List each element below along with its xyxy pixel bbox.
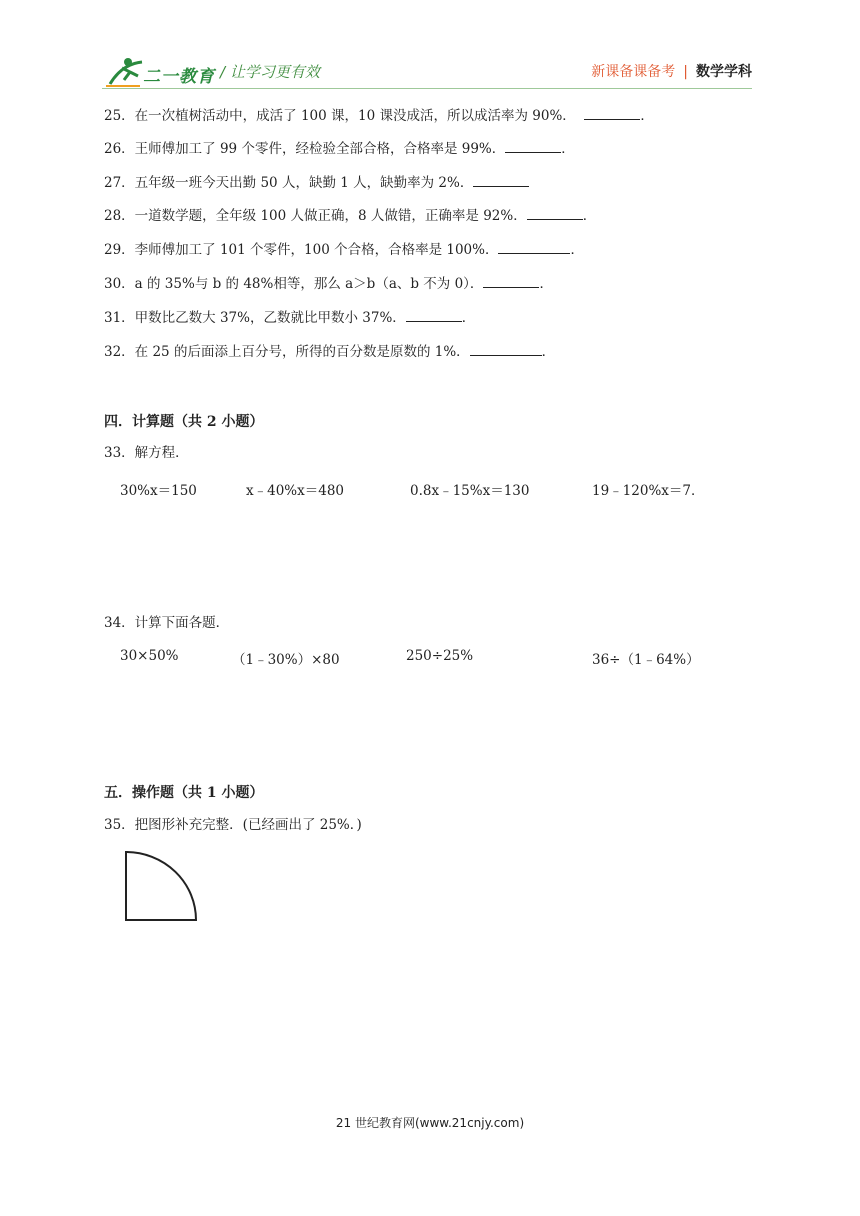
question-26: 26．王师傅加工了 99 个零件，经检验全部合格，合格率是 99%． ．	[104, 141, 575, 157]
question-25: 25．在一次植树活动中，成活了 100 课，10 课没成活，所以成活率为 90%． ．	[104, 108, 654, 124]
answer-blank[interactable]	[584, 107, 640, 120]
answer-blank[interactable]	[527, 207, 583, 220]
question-32: 32．在 25 的后面添上百分号，所得的百分数是原数的 1%． ．	[104, 344, 556, 360]
quarter-circle-figure	[122, 850, 202, 924]
page-footer: 21 世纪教育网(www.21cnjy.com)	[335, 1116, 525, 1130]
equation-2: x﹣40%x＝480	[246, 483, 345, 499]
answer-blank[interactable]	[470, 343, 542, 356]
section-5-title: 五．操作题（共 1 小题）	[104, 785, 264, 801]
calc-2: （1﹣30%）×80	[232, 652, 340, 668]
question-33: 33．解方程．	[104, 445, 189, 461]
header-subject-name: 数学学科	[696, 64, 752, 80]
equation-4: 19﹣120%x＝7．	[592, 483, 705, 499]
equation-1: 30%x＝150	[120, 483, 197, 499]
section-4-title: 四．计算题（共 2 小题）	[104, 414, 264, 430]
calc-1: 30×50%	[120, 648, 179, 664]
question-27: 27．五年级一班今天出勤 50 人，缺勤 1 人，缺勤率为 2%．	[104, 174, 529, 192]
header-divider	[102, 88, 752, 89]
question-29: 29．李师傅加工了 101 个零件，100 个合格，合格率是 100%． ．	[104, 242, 584, 258]
question-31: 31．甲数比乙数大 37%，乙数就比甲数小 37%． ．	[104, 310, 476, 326]
header-subject	[591, 61, 752, 81]
answer-blank[interactable]	[483, 275, 539, 288]
calc-3: 250÷25%	[406, 648, 474, 664]
logo-text: 二一教育	[143, 67, 215, 87]
answer-blank[interactable]	[498, 241, 570, 254]
answer-blank[interactable]	[406, 309, 462, 322]
question-34: 34．计算下面各题．	[104, 615, 230, 631]
answer-blank[interactable]	[473, 174, 529, 187]
slogan: / 让学习更有效	[220, 63, 320, 81]
question-35: 35．把图形补充完整．(已经画出了 25%．)	[104, 817, 362, 833]
header-tagline: 新课备课备考	[591, 64, 676, 80]
answer-blank[interactable]	[505, 140, 561, 153]
equation-3: 0.8x﹣15%x＝130	[410, 483, 530, 499]
page-header	[0, 0, 860, 100]
question-28: 28．一道数学题，全年级 100 人做正确，8 人做错，正确率是 92%． ．	[104, 208, 597, 224]
question-30: 30．a 的 35%与 b 的 48%相等，那么 a＞b（a、b 不为 0）． ．	[104, 276, 553, 292]
header-separator: |	[683, 64, 688, 80]
calc-4: 36÷（1﹣64%）	[592, 652, 700, 668]
